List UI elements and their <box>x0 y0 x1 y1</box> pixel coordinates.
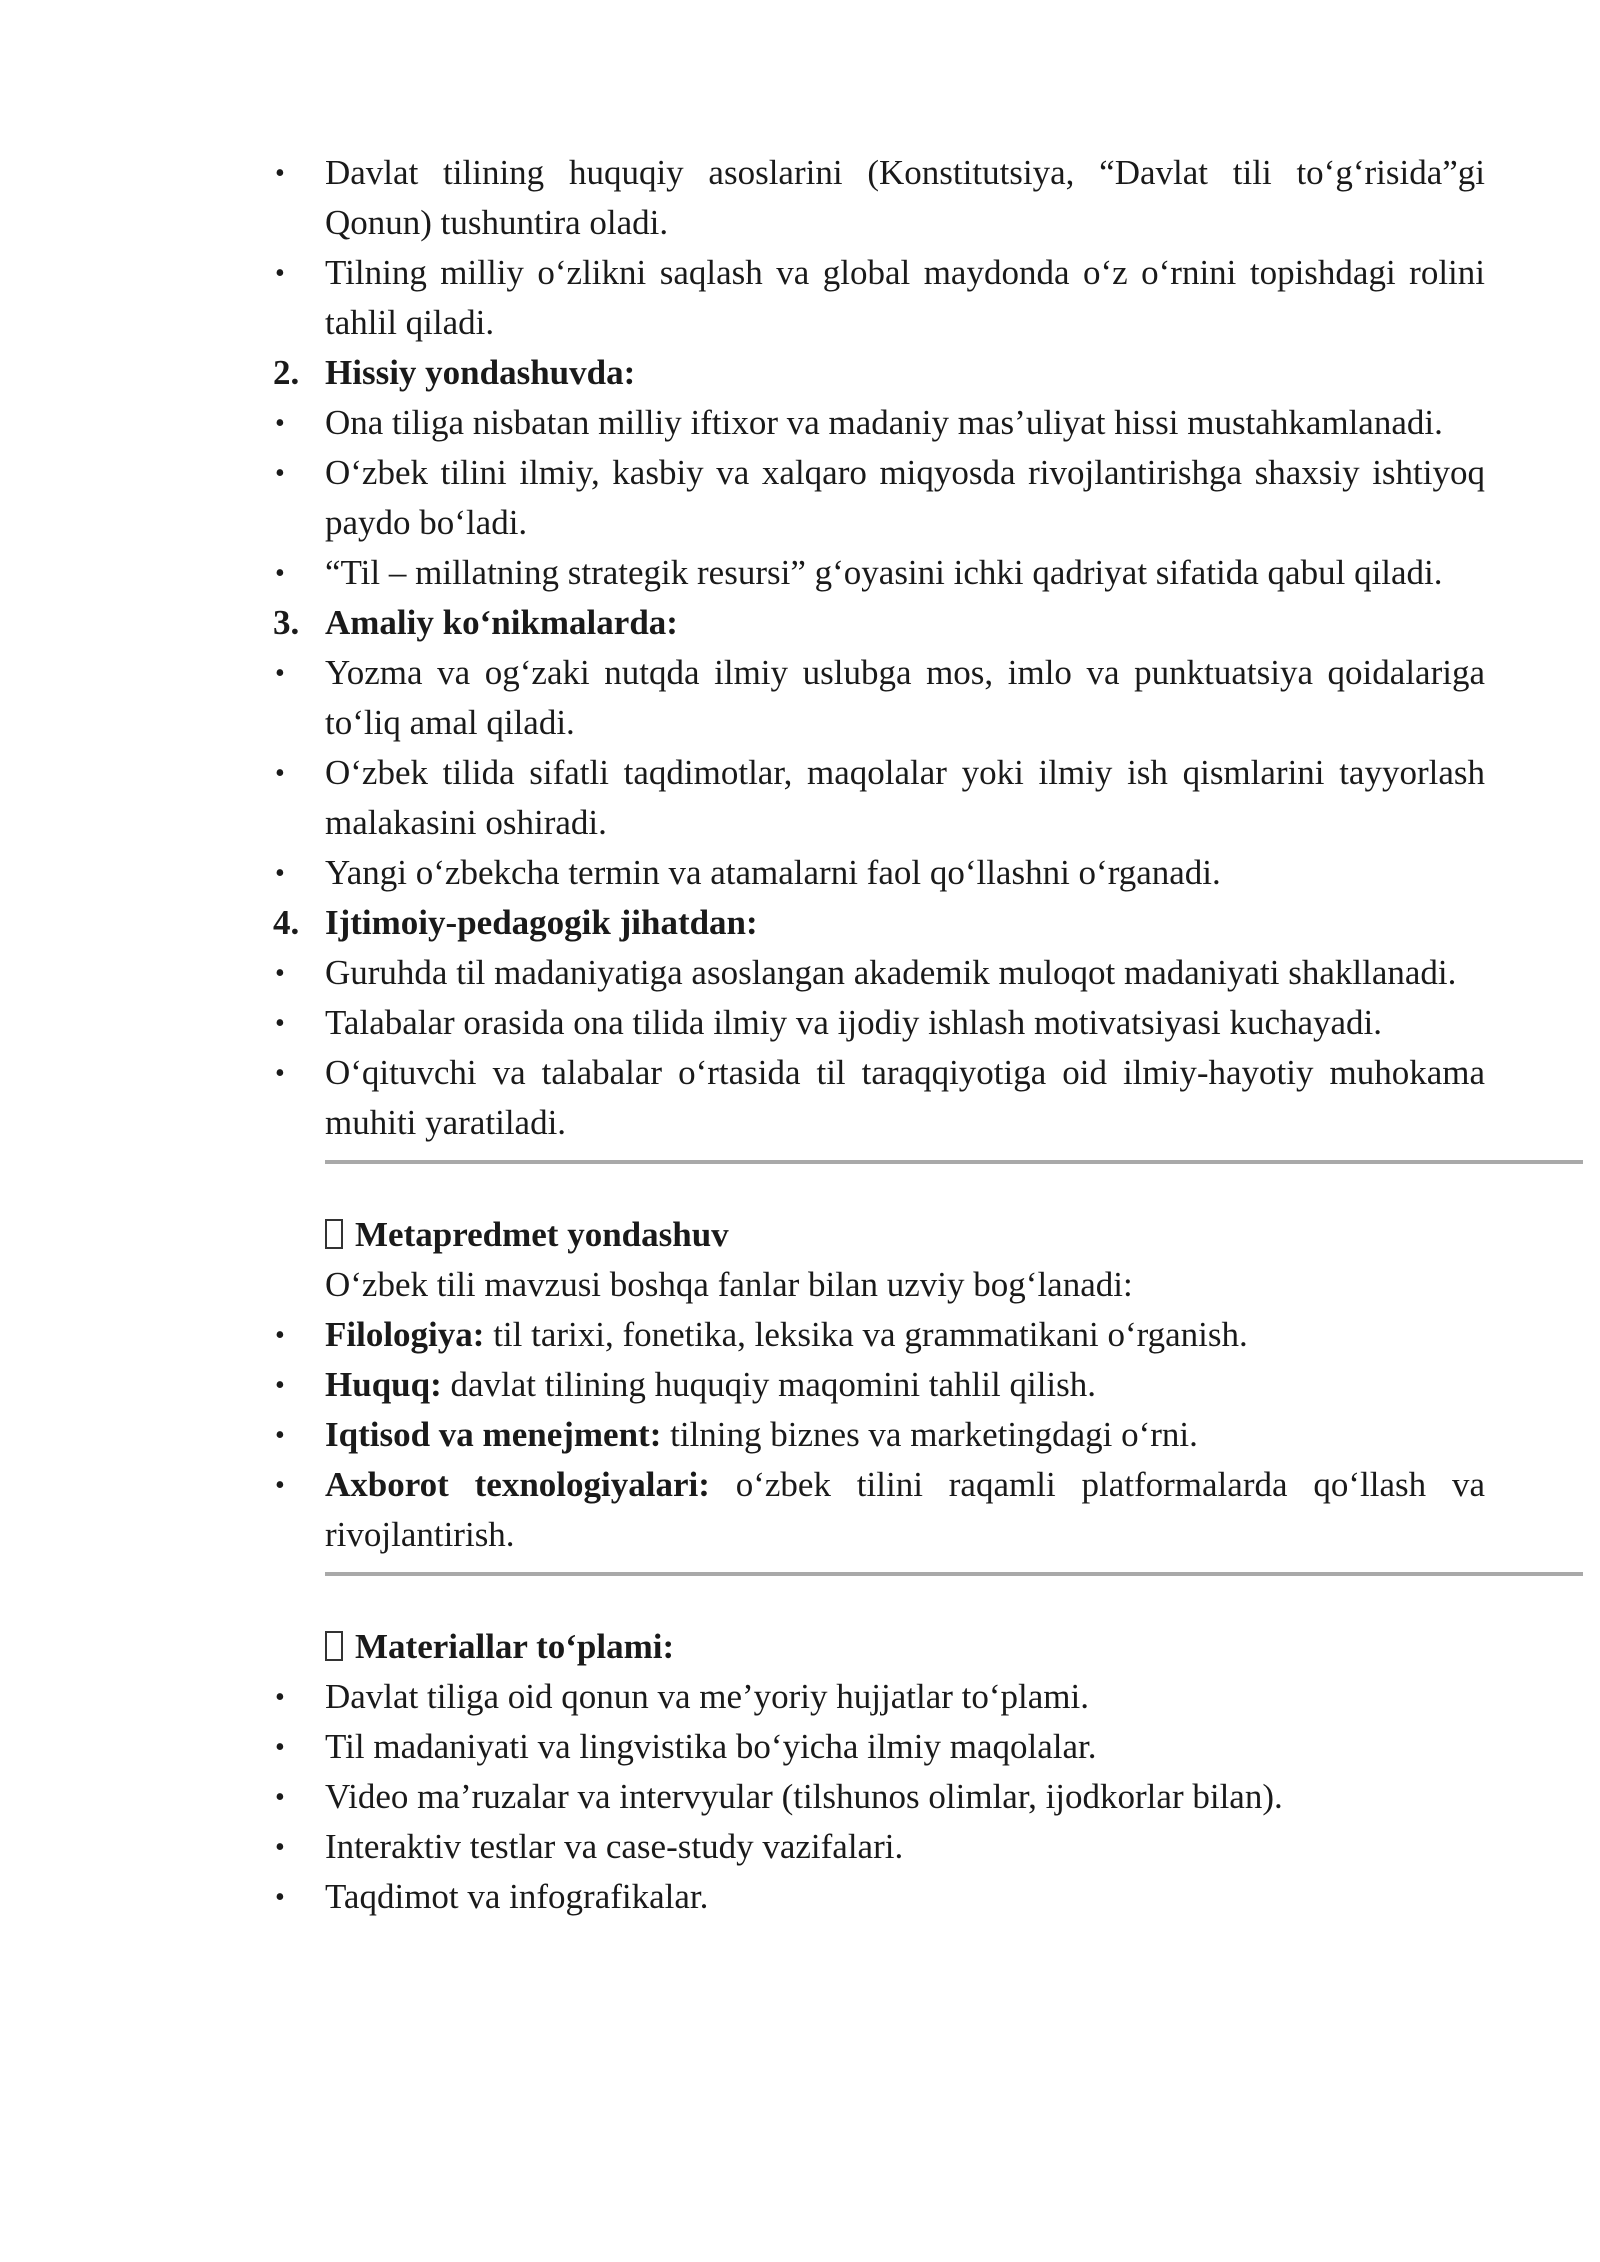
bullet-marker: • <box>275 1470 285 1501</box>
item-text: til tarixi, fonetika, leksika va grammatikani o‘rganish. <box>484 1315 1248 1354</box>
list-item-text: O‘qituvchi va talabalar o‘rtasida til taraqqiyotiga oid ilmiy-hayotiy muhokama muhiti yaratiladi. <box>325 1053 1485 1142</box>
section-heading-materiallar <box>325 1622 1485 1672</box>
list-item-text: “Til – millatning strategik resursi” g‘oyasini ichki qadriyat sifatida qabul qiladi. <box>325 553 1443 592</box>
list-item-bullet <box>275 1460 1485 1560</box>
missing-glyph-icon <box>325 1631 343 1661</box>
list-item-text: Yozma va og‘zaki nutqda ilmiy uslubga mos, imlo va punktuatsiya qoidalariga to‘liq amal qiladi. <box>325 653 1485 742</box>
bullet-marker: • <box>275 558 285 589</box>
bullet-marker: • <box>275 758 285 789</box>
list-item-text: Davlat tilining huquqiy asoslarini (Konstitutsiya, “Davlat tili to‘g‘risida”gi Qonun) tushuntira oladi. <box>325 153 1485 242</box>
list-item-bullet <box>275 1310 1485 1360</box>
bullet-marker: • <box>275 1782 285 1813</box>
bullet-marker: • <box>275 458 285 489</box>
bullet-marker: • <box>275 1832 285 1863</box>
list-item-bullet <box>275 748 1485 848</box>
list-item-bullet <box>275 998 1485 1048</box>
horizontal-divider <box>325 1160 1583 1164</box>
heading-text: Ijtimoiy-pedagogik jihatdan: <box>325 903 758 942</box>
section-heading-metapredmet <box>325 1210 1485 1260</box>
list-item-bullet <box>275 1772 1485 1822</box>
bullet-marker: • <box>275 1058 285 1089</box>
list-item-bullet <box>275 1048 1485 1148</box>
numbered-heading <box>273 348 1485 398</box>
bullet-marker: • <box>275 958 285 989</box>
list-item-bullet <box>275 1722 1485 1772</box>
list-item-bullet <box>275 848 1485 898</box>
section-heading-text: Metapredmet yondashuv <box>355 1215 729 1254</box>
number-marker: 2. <box>273 353 300 392</box>
bullet-marker: • <box>275 1882 285 1913</box>
item-label: Filologiya: <box>325 1315 485 1354</box>
section-heading-text: Materiallar to‘plami: <box>355 1627 675 1666</box>
list-item-text: Tilning milliy o‘zlikni saqlash va global maydonda o‘z o‘rnini topishdagi rolini tahlil qiladi. <box>325 253 1485 342</box>
document-body <box>273 148 1485 1922</box>
bullet-marker: • <box>275 1008 285 1039</box>
bullet-marker: • <box>275 1370 285 1401</box>
bullet-marker: • <box>275 158 285 189</box>
list-item-bullet <box>275 448 1485 548</box>
list-item-bullet <box>275 1872 1485 1922</box>
bullet-marker: • <box>275 258 285 289</box>
list-item-text: O‘zbek tilida sifatli taqdimotlar, maqolalar yoki ilmiy ish qismlarini tayyorlash malakasini oshiradi. <box>325 753 1485 842</box>
bullet-marker: • <box>275 408 285 439</box>
item-label: Axborot texnologiyalari: <box>325 1465 710 1504</box>
item-text: davlat tilining huquqiy maqomini tahlil qilish. <box>441 1365 1097 1404</box>
list-item-bullet <box>275 948 1485 998</box>
bullet-marker: • <box>275 1732 285 1763</box>
item-text: o‘zbek tilini raqamli platformalarda qo‘llash va rivojlantirish. <box>325 1465 1485 1554</box>
list-item-bullet <box>275 1672 1485 1722</box>
bullet-marker: • <box>275 1320 285 1351</box>
list-item-text: Interaktiv testlar va case-study vazifalari. <box>325 1827 904 1866</box>
list-item-bullet <box>275 1822 1485 1872</box>
list-item-bullet <box>275 1360 1485 1410</box>
bullet-marker: • <box>275 1420 285 1451</box>
heading-text: Amaliy ko‘nikmalarda: <box>325 603 678 642</box>
bullet-marker: • <box>275 858 285 889</box>
bullet-marker: • <box>275 1682 285 1713</box>
number-marker: 4. <box>273 903 300 942</box>
heading-text: Hissiy yondashuvda: <box>325 353 636 392</box>
list-item-bullet <box>275 398 1485 448</box>
list-item-text: Til madaniyati va lingvistika bo‘yicha ilmiy maqolalar. <box>325 1727 1097 1766</box>
item-label: Huquq: <box>325 1365 442 1404</box>
numbered-heading <box>273 898 1485 948</box>
list-item-text: Yangi o‘zbekcha termin va atamalarni faol qo‘llashni o‘rganadi. <box>325 853 1221 892</box>
bullet-marker: • <box>275 658 285 689</box>
list-item-text: Davlat tiliga oid qonun va me’yoriy hujjatlar to‘plami. <box>325 1677 1089 1716</box>
missing-glyph-icon <box>325 1219 343 1249</box>
item-label: Iqtisod va menejment: <box>325 1415 662 1454</box>
list-item-text: Guruhda til madaniyatiga asoslangan akademik muloqot madaniyati shakllanadi. <box>325 953 1457 992</box>
number-marker: 3. <box>273 603 300 642</box>
numbered-heading <box>273 598 1485 648</box>
section-intro: O‘zbek tili mavzusi boshqa fanlar bilan uzviy bog‘lanadi: <box>325 1265 1133 1304</box>
item-text: tilning biznes va marketingdagi o‘rni. <box>661 1415 1198 1454</box>
list-item-bullet <box>275 248 1485 348</box>
list-item-bullet <box>275 148 1485 248</box>
horizontal-divider <box>325 1572 1583 1576</box>
list-item-text: Ona tiliga nisbatan milliy iftixor va madaniy mas’uliyat hissi mustahkamlanadi. <box>325 403 1443 442</box>
list-item-bullet <box>275 548 1485 598</box>
list-item-text: Talabalar orasida ona tilida ilmiy va ijodiy ishlash motivatsiyasi kuchayadi. <box>325 1003 1383 1042</box>
list-item-bullet <box>275 1410 1485 1460</box>
list-item-text: O‘zbek tilini ilmiy, kasbiy va xalqaro miqyosda rivojlantirishga shaxsiy ishtiyoq paydo bo‘ladi. <box>325 453 1485 542</box>
list-item-text: Video ma’ruzalar va intervyular (tilshunos olimlar, ijodkorlar bilan). <box>325 1777 1283 1816</box>
list-item-text: Taqdimot va infografikalar. <box>325 1877 709 1916</box>
list-item-bullet <box>275 648 1485 748</box>
